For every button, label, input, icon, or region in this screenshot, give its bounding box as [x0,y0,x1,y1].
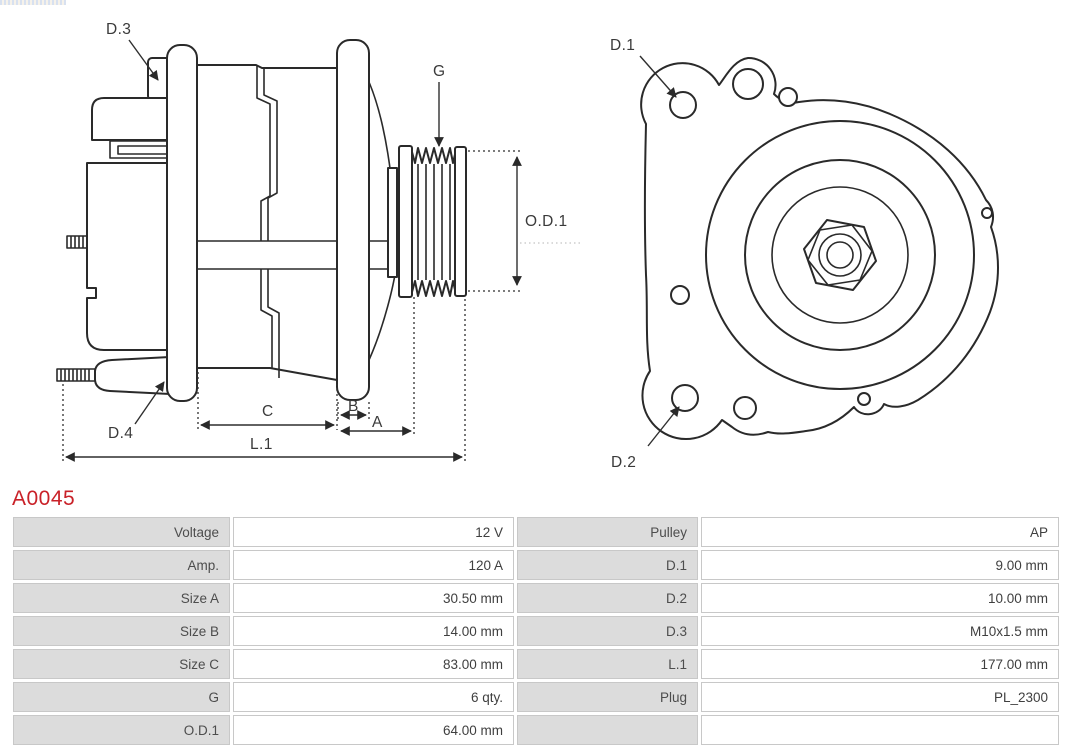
pulley [399,146,466,297]
bracket-arm-front [337,40,369,400]
spec-label: D.3 [517,616,698,646]
spec-value: M10x1.5 mm [701,616,1059,646]
spec-value: 177.00 mm [701,649,1059,679]
dim-label-d4: D.4 [108,425,134,442]
spec-value: 83.00 mm [233,649,514,679]
dim-label-d1: D.1 [610,37,636,54]
dim-od1 [468,151,583,291]
spec-label: Amp. [13,550,230,580]
dim-label-a: A [372,414,383,431]
dim-b [338,398,369,421]
spec-label: Pulley [517,517,698,547]
spec-value: PL_2300 [701,682,1059,712]
dim-g [433,63,445,146]
spec-value: 6 qty. [233,682,514,712]
spec-value: 12 V [233,517,514,547]
table-row [13,583,1059,613]
part-number: A0045 [12,487,76,510]
dim-label-d2: D.2 [611,454,637,471]
spec-value: 30.50 mm [233,583,514,613]
dim-label-c: C [262,403,274,420]
spec-label: G [13,682,230,712]
table-row [13,550,1059,580]
spec-label: L.1 [517,649,698,679]
dim-label-d3: D.3 [106,21,132,38]
spec-label: Plug [517,682,698,712]
spec-value [701,715,1059,745]
table-row [13,517,1059,547]
spec-label: Size A [13,583,230,613]
spec-table [10,514,1062,748]
spec-label: D.2 [517,583,698,613]
dim-label-g: G [433,63,446,80]
spec-label: Size C [13,649,230,679]
spec-label: Size B [13,616,230,646]
table-row [13,715,1059,745]
spec-label: Voltage [13,517,230,547]
spec-value: 9.00 mm [701,550,1059,580]
spec-label: D.1 [517,550,698,580]
shaft-spacer [388,168,397,277]
spec-label [517,715,698,745]
table-row [13,616,1059,646]
stud-lower-icon [57,369,95,381]
spec-label: O.D.1 [13,715,230,745]
dim-label-l1: L.1 [250,436,273,453]
dim-c [198,372,337,430]
spec-value: 10.00 mm [701,583,1059,613]
table-row [13,682,1059,712]
spec-value: 14.00 mm [233,616,514,646]
spec-value: AP [701,517,1059,547]
dim-label-od1: O.D.1 [525,213,568,230]
spec-value: 64.00 mm [233,715,514,745]
table-row [13,649,1059,679]
rear-housing [87,98,170,350]
bracket-arm-rear [167,45,197,401]
spec-value: 120 A [233,550,514,580]
dim-label-b: B [348,398,359,415]
side-view [57,21,583,461]
